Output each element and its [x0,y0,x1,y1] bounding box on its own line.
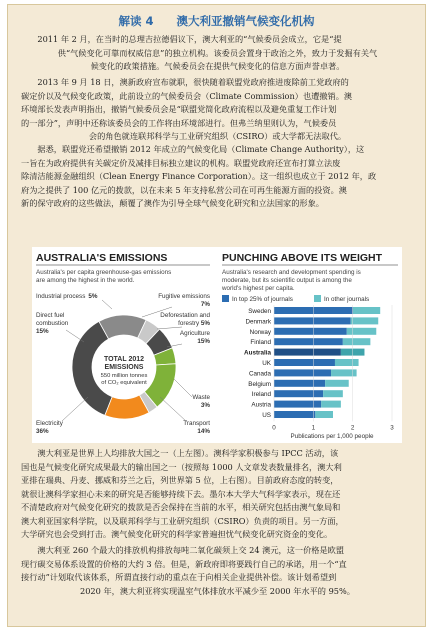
label-waste-pct: 3% [200,402,210,409]
text-line: 2011 年 2 月，在当时的总理吉拉德倡议下，澳大利亚的“气候委员会成立，它是“提 [37,34,342,44]
label-electricity-pct: 36% [36,428,49,435]
bar-top25-ireland [274,390,323,397]
bar-top25-norway [274,328,347,335]
label-industrial: Industrial process 5% [36,293,98,300]
label-direct-fuel-1: Direct fuel [36,312,65,319]
label-deforestation-2: forestry 5% [178,320,210,327]
x-tick-label: 0 [272,424,276,432]
bar-other-norway [347,328,377,335]
text-line: 澳大利亚 260 个最大的排放机构排放每吨二氧化碳须上交 24 澳元，这一价格是欧盟 [37,545,345,555]
bar-top25-denmark [274,317,351,324]
research-subtitle-2: moderate, but its scientific output is among the [222,277,352,284]
text-line: 澳大利亚国家科学院，以及联邦科学与工业研究组织（CSIRO）负责的项目。另一方面， [21,515,344,526]
paragraph-2 [21,76,414,144]
x-tick-label: 3 [390,424,394,432]
category-label: Ireland [251,391,271,399]
text-line: 2013 年 9 月 18 日，澳新政府宣布就职，很快随着联盟党政府推进废除前工党政府的 [37,77,349,87]
emissions-heading: AUSTRALIA'S EMISSIONS [36,252,168,264]
text-line: 澳大利亚是世界上人均排放大国之一（上左图）。澳科学家积极参与 IPCC 活动，该 [37,448,339,458]
category-label: UK [262,360,271,367]
label-direct-fuel-pct: 15% [36,328,49,335]
text-line: 一旨在为政府提供有关碳定价及减排目标独立建议的机构。联盟党政府还宣布打算立法废 [21,157,341,168]
paragraph-5 [21,544,414,598]
text-line: 大学研究也会受到打击。澳气候变化研究的科学家普遍担忧气候变化研究资金的变化。 [21,529,333,539]
bar-other-sweden [353,307,381,314]
text-line: 的一部分”，声明中还称该委员会的工作将由环境部进行。但弗兰纳里则认为，气候委员 [21,117,337,128]
text-line: 就很让澳科学家担心未来的研究是否能够持续下去。墨尔本大学大气科学家表示，现在还 [21,488,341,499]
emissions-panel [36,252,210,435]
bar-other-us [315,411,333,418]
emissions-subtitle-2: are among the highest in the world. [36,277,135,284]
category-label: Denmark [245,318,271,326]
text-line: 现行碳交易体系设置的价格的大约 3 倍。但是，新政府即将要践行自己的承诺，用一个“直 [21,558,347,569]
x-tick-label: 1 [311,424,316,432]
bar-top25-us [274,411,315,418]
bar-other-denmark [351,317,379,324]
legend-label-top: In top 25% of journals [232,296,293,303]
x-tick-label: 2 [350,424,355,432]
bar-top25-australia [274,349,341,356]
text-line: 候变化的政策措施。气候委员会在提供气候变化的信息方面声誉卓著。 [90,61,345,71]
bar-other-austria [321,401,341,408]
category-label: Norway [249,328,271,336]
publication-bars [244,307,380,419]
research-heading: PUNCHING ABOVE ITS WEIGHT [222,252,383,264]
text-line: 新的保守政府的这些做法，颠覆了澳作为引导全球气候变化研究和立法国家的形象。 [21,198,324,208]
text-line: 环境部长发表声明指出，撤销气候委员会是“联盟党简化政府流程以及避免重复工作计划 [21,104,337,114]
bar-top25-austria [274,401,321,408]
infographic-figure [32,247,402,443]
donut-center-line-3: 550 million tonnes [100,373,148,379]
paragraph-1 [21,33,414,74]
text-line: 亚排在瑞典、丹麦、挪威和芬兰之后，列世界第 5 位，上右图）。目前政府态度的转变， [21,475,339,485]
label-agriculture-pct: 15% [197,338,210,345]
emissions-subtitle-1: Australia's per capita greenhouse-gas emissions [36,269,172,276]
article-title: 解读 4 澳大利亚撤销气候变化机构 [118,14,315,28]
legend-swatch-top [222,295,229,302]
paragraph-3 [21,143,414,211]
category-label: Sweden [248,308,271,315]
label-electricity: Electricity [36,420,63,427]
category-label: Belgium [248,380,271,388]
text-line: 国也是气候变化研究成果最大的输出国之一（按照每 1000 人文章发表数量排名，澳大利 [21,461,342,472]
category-label: US [262,412,271,419]
bar-top25-canada [274,369,331,376]
donut-center-line-4: of CO₂ equivalent [101,380,147,386]
category-label: Canada [248,370,271,378]
bar-top25-belgium [274,380,325,387]
label-waste: Waste [192,394,210,401]
category-label: Austria [251,401,271,409]
text-line: 除清洁能源金融组织（Clean Energy Finance Corporation）。这一组织也成立于 2012 年，政 [21,171,377,181]
label-transport-pct: 14% [197,428,210,435]
donut-center-line-1: TOTAL 2012 [103,356,145,363]
bar-top25-uk [274,359,335,366]
legend-label-other: In other journals [324,296,370,303]
label-fugitive-pct: 7% [200,301,210,308]
research-subtitle-1: Australia's research and development spending is [222,269,361,276]
x-axis-label: Publications per 1,000 people [290,433,374,440]
paragraph-4 [21,447,414,542]
bar-top25-finland [274,338,343,345]
bar-other-finland [343,338,371,345]
bar-other-belgium [325,380,349,387]
text-line: 会的角色就连联邦科学与工业研究组织（CSIRO）或大学都无法取代。 [88,131,347,141]
bar-other-uk [335,359,359,366]
research-panel [221,252,398,440]
text-line: 碳定价以及气候变化政策，此前设立的气候委员会（Climate Commission）也遭撤销。澳 [21,90,353,101]
text-line: 供“气候变化可靠而权威信息”的独立机构。该委员会置身于政治之外，致力于发掘有关气 [57,47,378,58]
text-line: 接行动”计划取代该体系，所谓直接行动的重点在于向相关企业提供补偿。该计划希望到 [21,572,337,582]
text-line: 不清楚政府对气候变化研究的拨款是否会保持在当前的水平，相关研究包括由澳气象局和 [21,502,341,512]
category-label: Finland [250,339,271,347]
text-line: 据悉，联盟党还希望撤销 2012 年成立的气候变化局（Climate Change Authority），这 [37,144,365,154]
bar-other-ireland [323,390,343,397]
donut-center-line-2: EMISSIONS [104,364,144,371]
label-deforestation-1: Deforestation and [160,312,210,319]
legend-swatch-other [314,295,321,302]
research-subtitle-3: world's highest per capita. [222,285,295,292]
label-agriculture: Agriculture [179,330,210,337]
label-transport: Transport [183,420,210,427]
label-direct-fuel-2: combustion [36,320,69,327]
text-line: 府为之提供了 100 亿元的拨款，以在未来 5 年支持私营公司在可再生能源方面的投资。澳 [21,184,347,195]
text-line: 2020 年，澳大利亚将实现温室气体排放水平减少至 2000 年水平的 95%。 [80,585,355,596]
label-fugitive: Fugitive emissions [158,293,210,300]
category-label: Australia [244,349,271,357]
